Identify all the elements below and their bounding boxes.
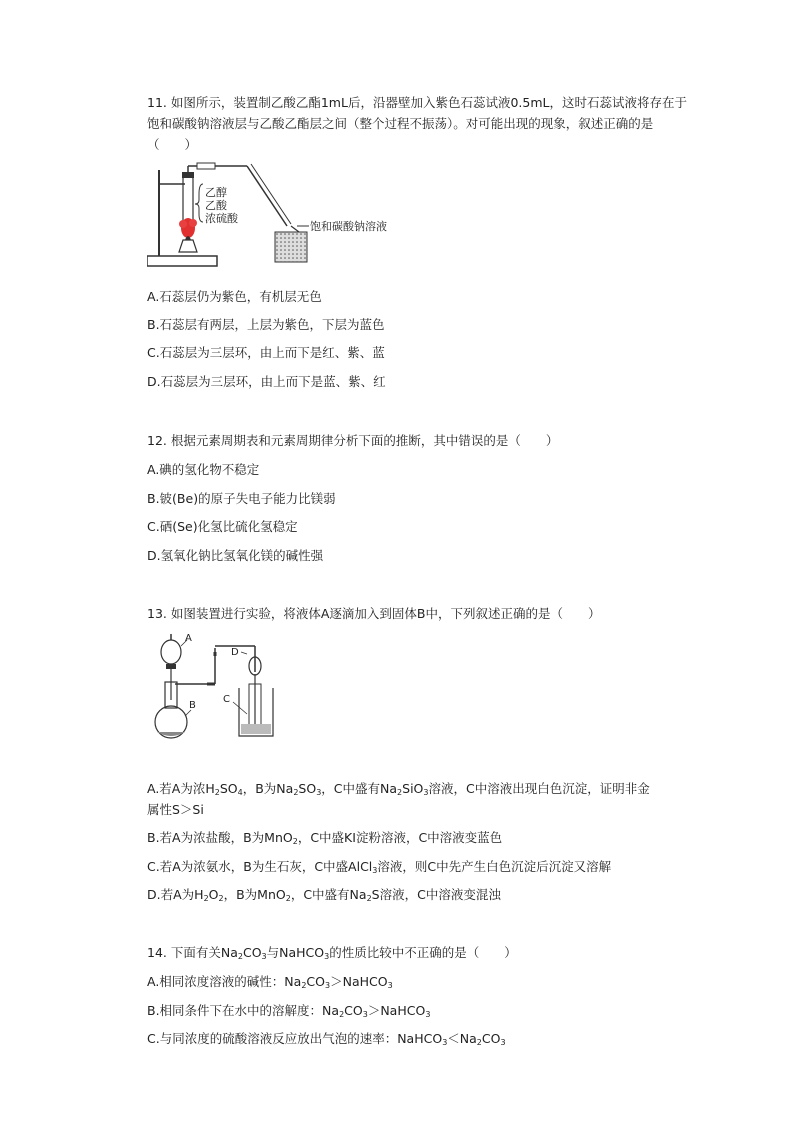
question-14-option-b: B.相同条件下在水中的溶解度：$Na_2CO_3>NaHCO_3$ — [147, 1003, 431, 1019]
label-conc-sulfuric: 浓硫酸 — [205, 212, 238, 225]
label-ethanol: 乙醇 — [205, 186, 227, 199]
question-12-option-d: D.氢氧化钠比氢氧化镁的碱性强 — [147, 548, 324, 563]
label-c: C — [223, 694, 230, 705]
question-11-option-d: D.石蕊层为三层环，由上而下是蓝、紫、红 — [147, 374, 386, 389]
question-12-option-a: A.碘的氢化物不稳定 — [147, 462, 260, 477]
question-12-stem: 12. 根据元素周期表和元素周期律分析下面的推断，其中错误的是（ ） — [147, 433, 559, 448]
question-11-option-a: A.石蕊层仍为紫色，有机层无色 — [147, 289, 322, 304]
label-b: B — [189, 700, 196, 711]
question-11-stem: 11. 如图所示，装置制乙酸乙酯1mL后，沿器壁加入紫色石蕊试液0.5mL，这时石蕊试液将存在于饱和碳酸钠溶液层与乙酸乙酯层之间（整个过程不振荡）。对可能出现的现象，叙述正确的是（ ） — [147, 95, 687, 152]
question-12-option-c: C.硒(Se)化氢比硫化氢稳定 — [147, 519, 298, 534]
question-11-option-b: B.石蕊层有两层，上层为紫色，下层为蓝色 — [147, 317, 385, 332]
gas-generation-apparatus-figure — [147, 628, 287, 742]
question-14-stem: 14. 下面有关$Na_2CO_3$与NaHCO$_3$的性质比较中不正确的是（ ） — [147, 945, 517, 961]
question-14-option-c: C.与同浓度的硫酸溶液反应放出气泡的速率：$NaHCO_3<Na_2CO_3$ — [147, 1031, 506, 1047]
question-14-option-a: A.相同浓度溶液的碱性：$Na_2CO_3>NaHCO_3$ — [147, 974, 393, 990]
label-d: D — [231, 647, 239, 658]
question-13-option-a: A.若A为浓$H_2SO_4$，B为$Na_2SO_3$，C中盛有$Na_2SiO_3$溶液，C中溶液出现白色沉淀，证明非金 属性S＞Si — [147, 781, 650, 817]
label-acetic-acid: 乙酸 — [205, 199, 227, 212]
question-13-option-d: D.若A为$H_2O_2$，B为MnO$_2$，C中盛有$Na_2S$溶液，C中溶液变混浊 — [147, 887, 501, 903]
question-11-option-c: C.石蕊层为三层环，由上而下是红、紫、蓝 — [147, 345, 385, 360]
question-13-option-b: B.若A为浓盐酸，B为MnO$_2$，C中盛KI淀粉溶液，C中溶液变蓝色 — [147, 830, 503, 846]
label-sat-carbonate: 饱和碳酸钠溶液 — [310, 220, 387, 233]
question-12-option-b: B.铍(Be)的原子失电子能力比镁弱 — [147, 491, 336, 506]
esterification-apparatus-figure — [147, 160, 417, 272]
question-13-option-c: C.若A为浓氨水，B为生石灰，C中盛AlCl$_3$溶液，则C中先产生白色沉淀后沉淀又溶解 — [147, 859, 612, 875]
label-a: A — [185, 633, 192, 644]
question-13-stem: 13. 如图装置进行实验，将液体A逐滴加入到固体B中，下列叙述正确的是（ ） — [147, 606, 601, 621]
